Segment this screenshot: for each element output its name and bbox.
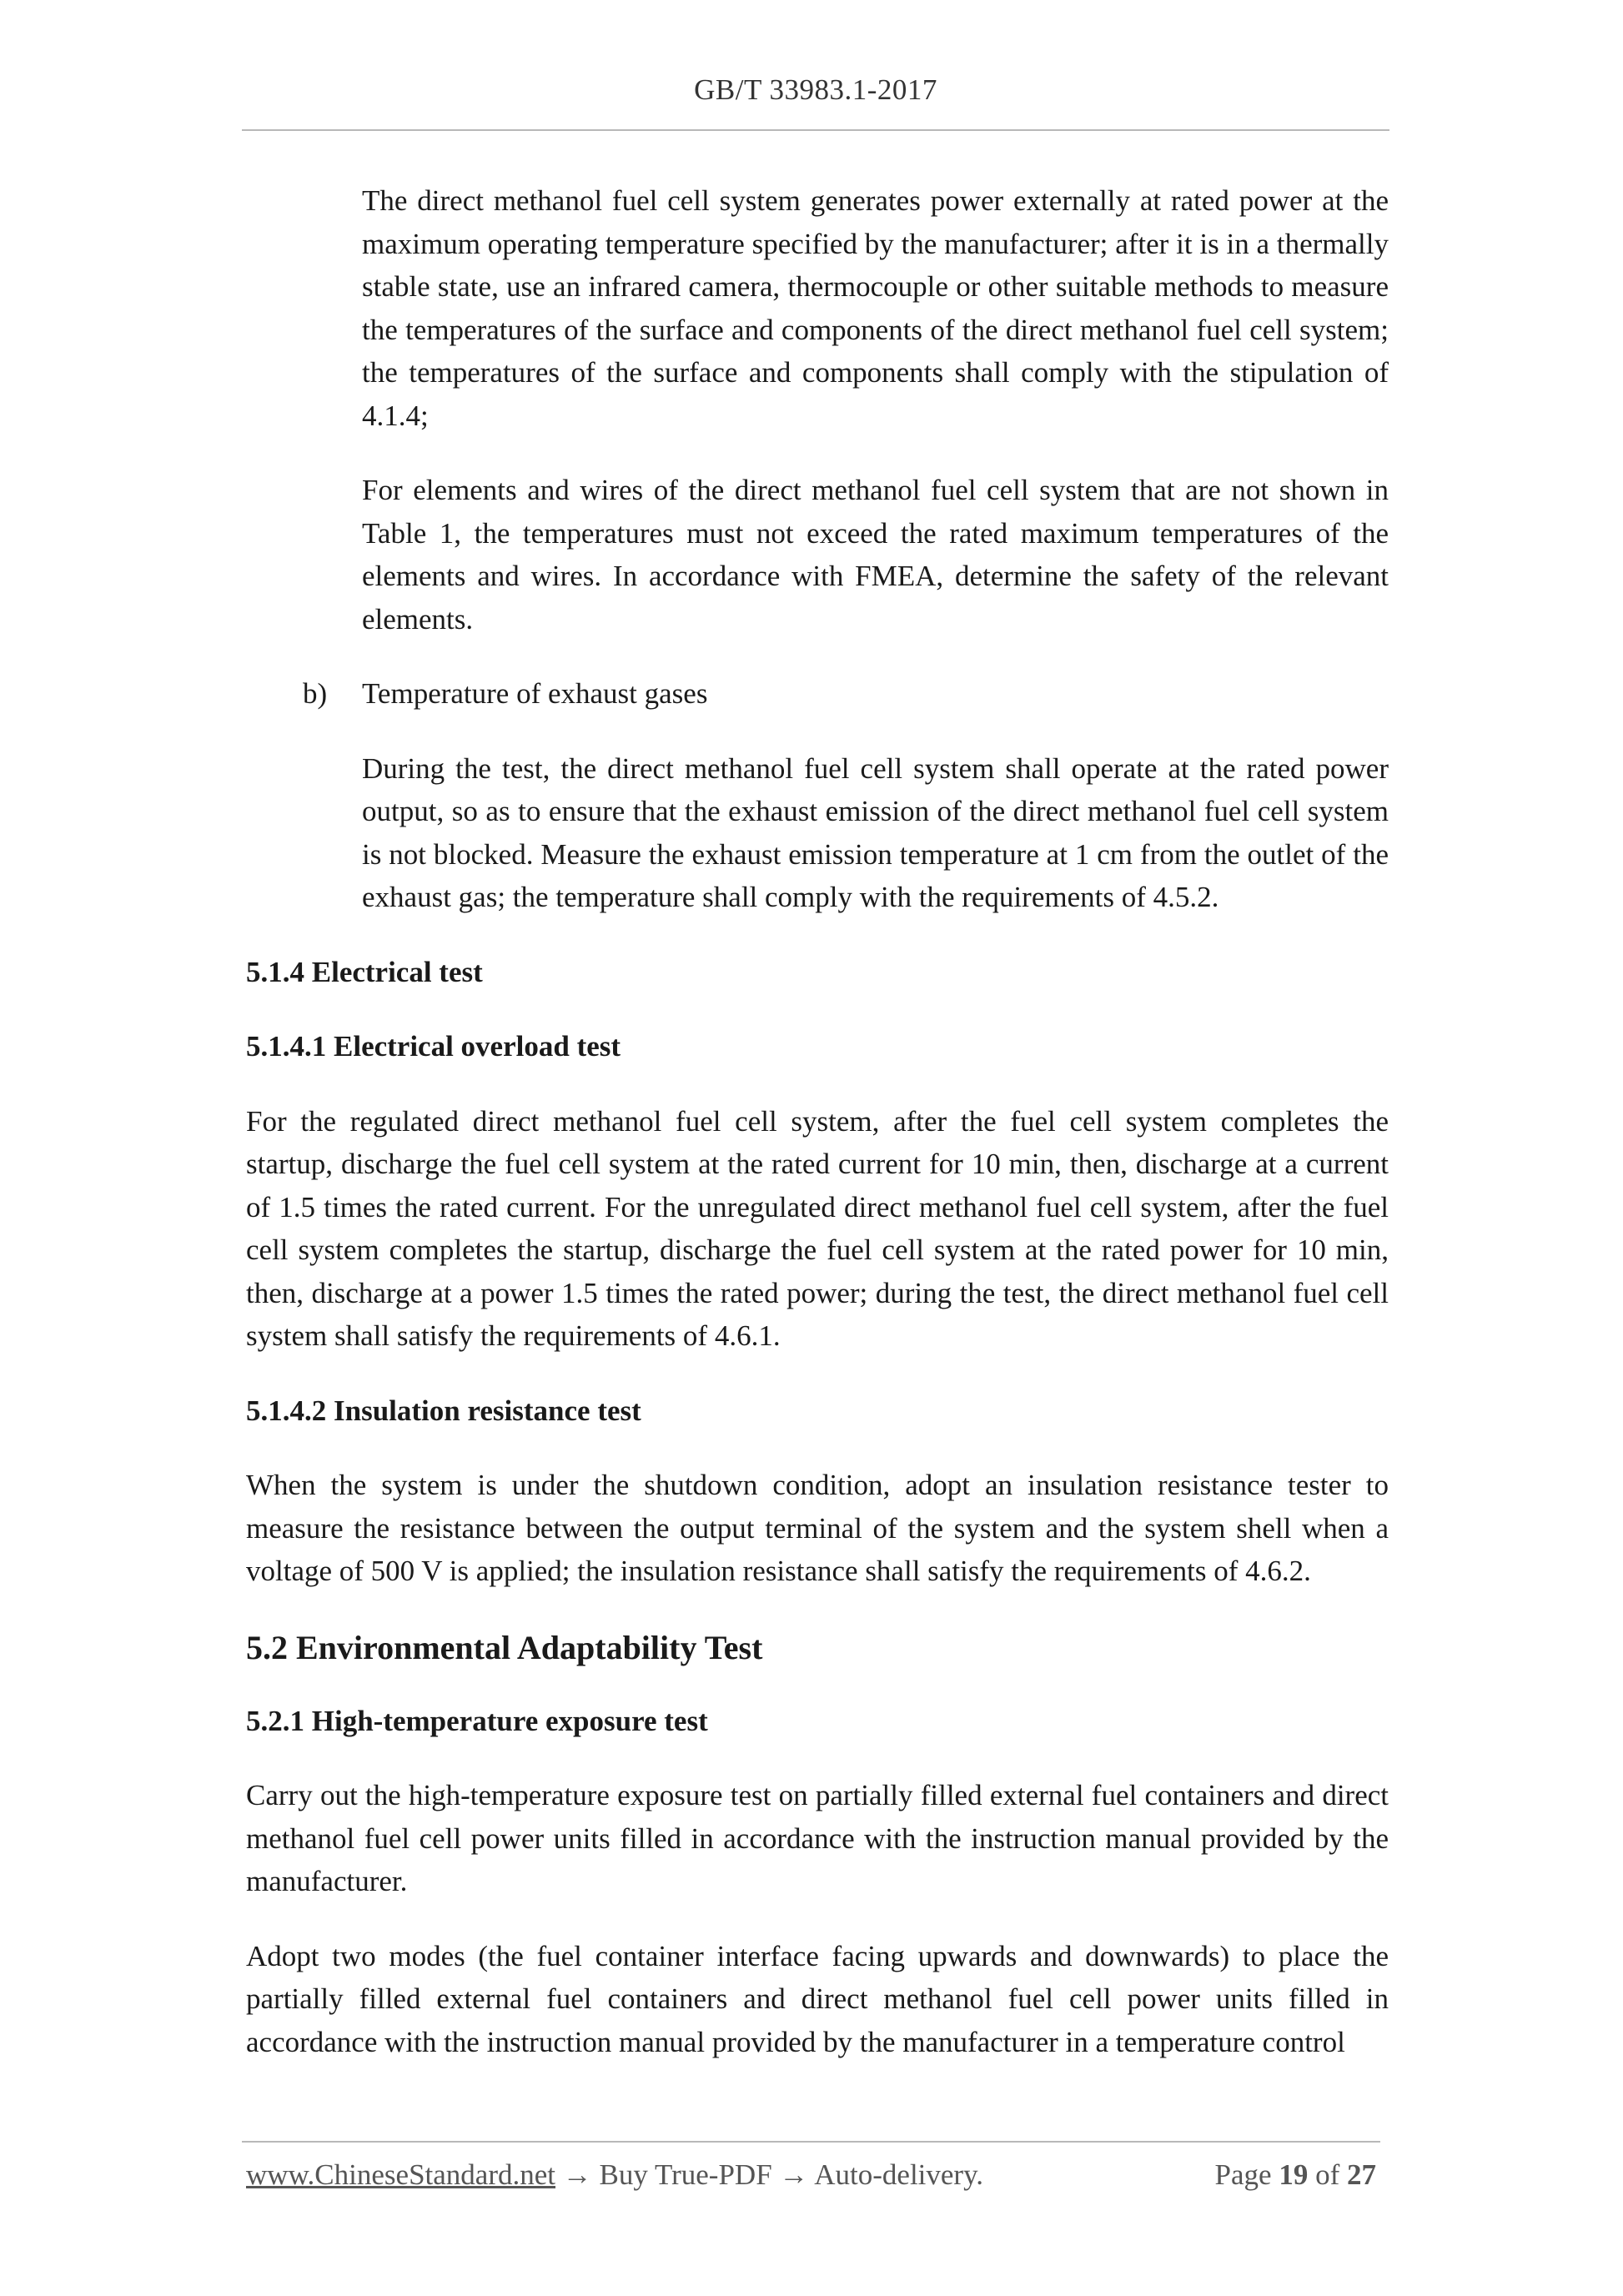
arrow-right-icon: → xyxy=(562,2158,592,2191)
list-item-b xyxy=(246,672,1389,716)
list-item-b-label: Temperature of exhaust gases xyxy=(362,677,708,710)
section-heading-5-1-4: 5.1.4 Electrical test xyxy=(246,955,483,988)
chinesestandard-link[interactable]: www.ChineseStandard.net xyxy=(246,2158,555,2191)
paragraph-insulation-test: When the system is under the shutdown condition, adopt an insulation resistance tester to measure the resistance between the output terminal of the system and the system shell when a voltage of 500 V is applied; the insulation resistance shall satisfy the requirements of 4.6.2. xyxy=(246,1469,1389,1587)
paragraph-surface-temperature: The direct methanol fuel cell system generates power externally at rated power at the maximum operating temperature specified by the manufacturer; after it is in a thermally stable state, use an infrared camera, thermocouple or other suitable methods to measure the temperatures of the surface and components of the direct methanol fuel cell system; the temperatures of the surface and components shall comply with the stipulation of 4.1.4; xyxy=(362,184,1389,432)
paragraph-exhaust-test: During the test, the direct methanol fuel cell system shall operate at the rated power output, so as to ensure that the exhaust emission of the direct methanol fuel cell system is not blocked. Measure the exhaust emission temperature at 1 cm from the outlet of the exhaust gas; the temperature shall comply with the requirements of 4.5.2. xyxy=(362,751,1389,913)
buy-true-pdf-text: Buy True-PDF xyxy=(599,2158,772,2191)
document-body xyxy=(246,179,1389,2095)
list-marker-b: b) xyxy=(303,677,328,710)
of-label: of xyxy=(1315,2158,1340,2191)
section-heading-5-2: 5.2 Environmental Adaptability Test xyxy=(246,1628,763,1666)
section-heading-5-1-4-2: 5.1.4.2 Insulation resistance test xyxy=(246,1394,641,1427)
section-heading-5-2-1: 5.2.1 High-temperature exposure test xyxy=(246,1704,708,1737)
paragraph-overload-test: For the regulated direct methanol fuel cell system, after the fuel cell system completes the startup, discharge the fuel cell system at the rated current for 10 min, then, discharge at a current of 1.5 times the rated current. For the unregulated direct methanol fuel cell system, after the fuel cell system completes the startup, discharge the fuel cell system at the rated power for 10 min, then, discharge at a power 1.5 times the rated power; during the test, the direct methanol fuel cell system shall satisfy the requirements of 4.6.1. xyxy=(246,1104,1389,1352)
total-pages: 27 xyxy=(1347,2158,1376,2191)
header-divider xyxy=(242,129,1389,131)
arrow-right-icon: → xyxy=(779,2158,809,2191)
current-page: 19 xyxy=(1279,2158,1309,2191)
page-number xyxy=(1215,2158,1376,2192)
section-heading-5-1-4-1: 5.1.4.1 Electrical overload test xyxy=(246,1030,621,1063)
paragraph-high-temp-intro: Carry out the high-temperature exposure test on partially filled external fuel containers and direct methanol fuel cell power units filled in accordance with the instruction manual provided by the manufacturer. xyxy=(246,1779,1389,1897)
footer-promo xyxy=(246,2158,983,2192)
footer-divider xyxy=(242,2141,1380,2143)
auto-delivery-text: Auto-delivery. xyxy=(814,2158,984,2191)
page-label: Page xyxy=(1214,2158,1272,2191)
page-header: GB/T 33983.1-2017 xyxy=(694,73,937,106)
paragraph-elements-wires: For elements and wires of the direct methanol fuel cell system that are not shown in Table 1, the temperatures must not exceed the rated maximum temperatures of the elements and wires. In accordance with FMEA, determine the safety of the relevant elements. xyxy=(362,474,1389,636)
page-footer xyxy=(246,2158,1376,2192)
paragraph-high-temp-modes: Adopt two modes (the fuel container interface facing upwards and downwards) to place the partially filled external fuel containers and direct methanol fuel cell power units filled in accordance with the instruction manual provided by the manufacturer in a temperature control xyxy=(246,1939,1389,2058)
